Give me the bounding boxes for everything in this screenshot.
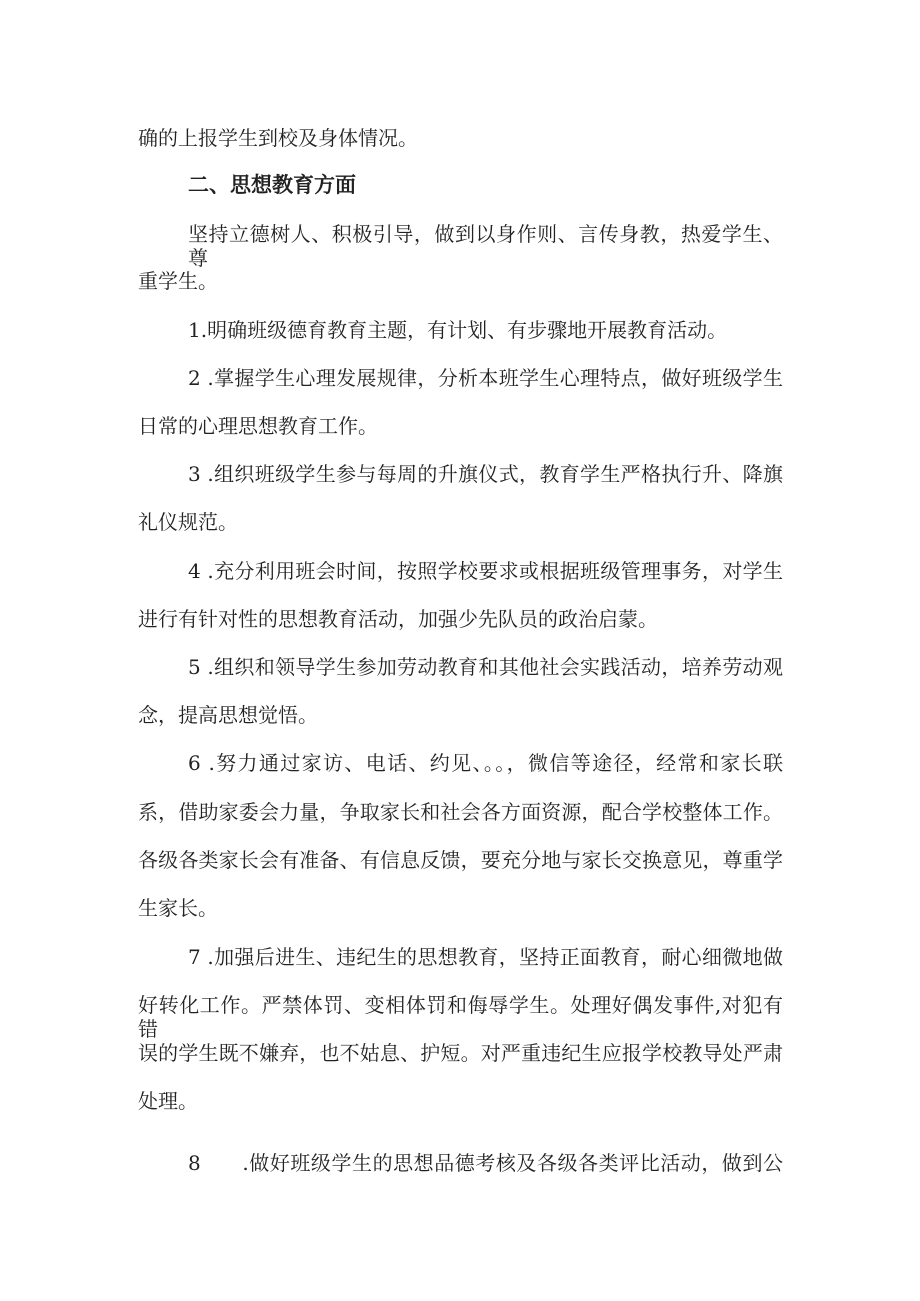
text-line: 进行有针对性的思想教育活动，加强少先队员的政治启蒙。	[138, 607, 658, 631]
text-line: 重学生。	[138, 269, 218, 293]
text-line: 好转化工作。严禁体罚、变相体罚和侮辱学生。处理好偶发事件,对犯有错	[138, 993, 783, 1041]
list-item-6: 6 .努力通过家访、电话、约见、。。，微信等途径，经常和家长联	[188, 751, 783, 775]
list-item-4: 4 .充分利用班会时间，按照学校要求或根据班级管理事务，对学生	[188, 559, 783, 583]
list-item-8: 8 .做好班级学生的思想品德考核及各级各类评比活动，做到公	[188, 1151, 783, 1175]
list-item-1: 1.明确班级德育教育主题，有计划、有步骤地开展教育活动。	[188, 318, 728, 342]
text-line: 确的上报学生到校及身体情况。	[138, 126, 418, 150]
text-line: 日常的心理思想教育工作。	[138, 414, 378, 438]
list-item-7: 7 .加强后进生、违纪生的思想教育，坚持正面教育，耐心细微地做	[188, 945, 783, 969]
text-line: 误的学生既不嫌弃，也不姑息、护短。对严重违纪生应报学校教导处严肃	[138, 1041, 783, 1065]
text-line: 念，提高思想觉悟。	[138, 703, 318, 727]
text-line: 礼仪规范。	[138, 510, 238, 534]
text-line: 生家长。	[138, 896, 218, 920]
list-item-2: 2 .掌握学生心理发展规律，分析本班学生心理特点，做好班级学生	[188, 366, 783, 390]
list-item-3: 3 .组织班级学生参与每周的升旗仪式，教育学生严格执行升、降旗	[188, 462, 783, 486]
text-line: 各级各类家长会有准备、有信息反馈，要充分地与家长交换意见，尊重学	[138, 848, 783, 872]
list-item-5: 5 .组织和领导学生参加劳动教育和其他社会实践活动，培养劳动观	[188, 655, 783, 679]
text-line: 处理。	[138, 1089, 198, 1113]
section-heading: 二、思想教育方面	[188, 173, 356, 197]
text-line: 坚持立德树人、积极引导，做到以身作则、言传身教，热爱学生、尊	[188, 222, 783, 270]
text-line: 系，借助家委会力量，争取家长和社会各方面资源，配合学校整体工作。	[138, 800, 783, 824]
